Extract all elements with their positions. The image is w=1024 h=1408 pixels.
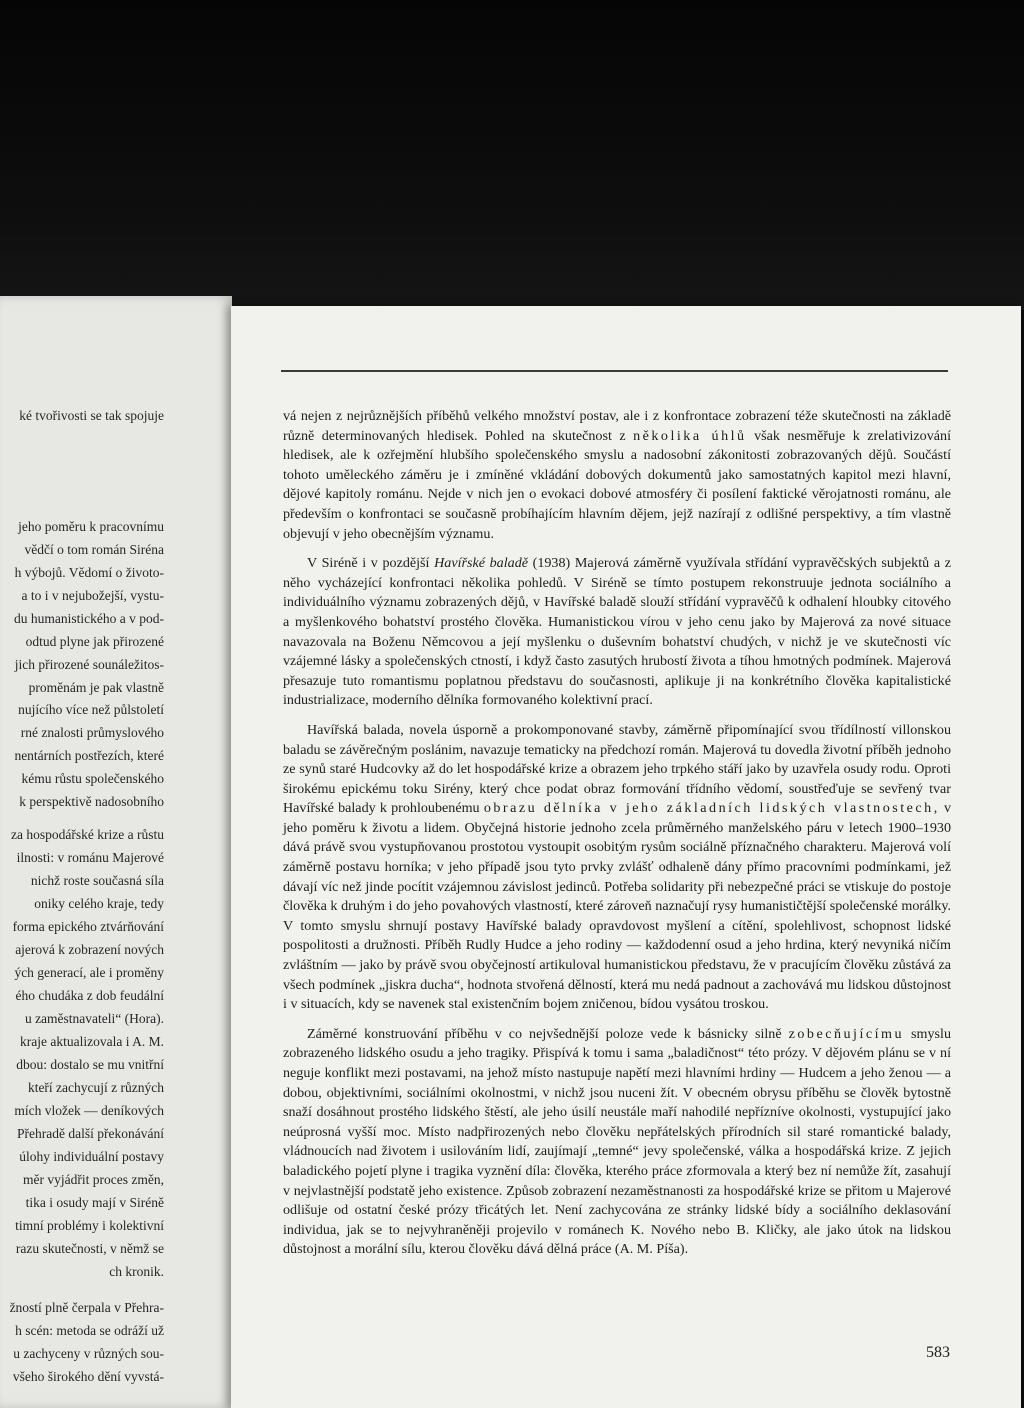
left-text-line: žností plně čerpala v Přehra- (9, 1300, 164, 1315)
left-text-line: timní problémy i kolektivní (15, 1218, 164, 1233)
left-text-line: všeho širokého dění vyvstá- (12, 1369, 164, 1384)
left-text-line: forma epického ztvárňování (12, 919, 164, 934)
left-text-line: dbou: dostalo se mu vnitřní (16, 1057, 164, 1072)
header-rule (281, 370, 948, 372)
left-text-line: ajerová k zobrazení nových (15, 942, 164, 957)
page-number: 583 (926, 1344, 950, 1361)
paragraph-2: V Siréně i v pozdější Havířské baladě (1938) Majerová záměrně využívala střídání vypravěčských subjektů a z něho vycházející konfrontaci několika pohledů. V Siréně se tímto postupem rekonstruuje jednota sociálního a individuálního významu zobrazených dějů, v Havířské baladě slouží střídání vypravěčů k odhalení hloubky citového a myšlenkového bohatství prostého člověka. Humanistickou vírou v jeho cenu jako by Majerová za nové situace navazovala na Boženu Němcovou a její myšlenku o duševním bohatství chudých, v nichž je ve skutečnosti víc vzájemné lásky a společenských ctností, i když často zasutých hrubostí života a tíhou hmotných podmínek. Majerová přesazuje tuto romantismu poplatnou představu do současnosti, aplikuje ji na konkrétního člověka kapitalistické industrializace, moderního dělníka formovaného kolektivní prací. (283, 555, 951, 709)
spaced-emphasis: několika úhlů (633, 427, 747, 444)
left-text-line: vědčí o tom román Siréna (24, 542, 164, 557)
left-text-line: ého chudáka z dob feudální (15, 988, 164, 1003)
left-text-line: jeho poměru k pracovnímu (18, 519, 164, 534)
left-text-line: a to i v nejubožejší, vystu- (21, 588, 164, 603)
left-text-line: u zaměstnavateli“ (Hora). (24, 1011, 164, 1026)
left-text-line: rné znalosti průmyslového (20, 725, 164, 740)
left-text-line: razu skutečnosti, v němž se (15, 1241, 164, 1256)
left-text-line: kraje aktualizovala i A. M. (20, 1034, 164, 1049)
left-text-line: odtud plyne jak přirozené (25, 634, 164, 649)
paragraph-3: Havířská balada, novela úsporně a prokomponované stavby, záměrně připomínající svou třídílností villonskou baladu se závěrečným poslánim, navazuje tematicky na předchozí román. Majerová tu dovedla životní příběh jednoho ze synů staré Hudcovky až do let hospodářské krize a obrazem jeho trpkého stáří jako by uzavřela osudy rodu. Oproti širokému epickému toku Sirény, který chce podat obraz formování třídního vědomí, soustřeďuje se sevřený tvar Havířské balady k prohloubenému obrazu dělníka v jeho základních lidských vlastnostech, v jeho poměru k životu a lidem. Obyčejná historie jednoho zcela průměrného manželského páru v letech 1900–1930 dává právě svou vystupňovanou prostotou vystoupit osobitým rysům sociálně příznačného charakteru. Majerová volí záměrně postavu horníka; v jeho případě jsou tyto prvky zvlášť odhaleně dány přímo pracovními podmínkami, jež dávají víc než jinde pocítit vzájemnou závislost jedinců. Potřeba solidarity při nebezpečné práci se vtiskuje do postoje člověka k druhým i do jeho povahových vlastností, které zároveň naznačují rysy humanističtější společenské morálky. V tomto smyslu shrnují postavy Havířské balady opravdovost myšlení a cítění, spolehlivost, schopnost lidské pospolitosti a družnosti. Příběh Rudly Hudce a jeho rodiny — každodenní osud a jeho hrdina, který nevyniká ničím zvláštním — jako by právě svou obyčejností artikuloval humanistickou představu, že v pracujícím člověku zůstává za všech podmínek „jiskra ducha“, hodnota stvořená dělností, která mu nedá padnout a zachovává mu lidskou důstojnost i v situacích, kdy se navenek stal existenčním bojem zničenou, bídou vysátou troskou. (283, 721, 951, 1013)
left-text-line: nentárních postřezích, které (14, 748, 164, 763)
left-text-line: h scén: metoda se odráží už (15, 1323, 164, 1338)
left-paragraph (0, 698, 232, 813)
left-text-line: kteří zachycují z různých (27, 1080, 164, 1095)
paragraph-4: Záměrné konstruování příběhu v co nejvšednější poloze vede k básnicky silně zobecňujícímu smyslu zobrazeného lidského osudu a jeho tragiky. Přispívá k tomu i sama „baladičnost“ této prózy. V dějovém plánu se v ní neguje konflikt mezi postavami, na jehož místo nastupuje napětí mezi hlavními hrdiny — Hudcem a jeho ženou — a dobou, objektivními, sociálními okolnostmi, v nichž jsou nuceni žít. V obecném obrysu příběhu se člověk bytostně snaží dosáhnout prostého lidského štěstí, ale jeho úsilí neustále maří nahodilé nepřízníve okolnosti, vystupující jako neúprosná vyšší moc. Místo nadpřirozených nebo člověku nepřátelských přírodních sil staré romantické balady, vládnoucích nad životem i usilováním lidí, zaujímají „temné“ jevy společenské, válka a hospodářská krize. Z jejich baladického pojetí plyne i tragika vyznění díla: člověka, kterého práce zformovala a který bez ní nemůže žít, zasahují v nejvlastnější podstatě jeho existence. Způsob zobrazení nezaměstnanosti za hospodářské krize se přitom u Majerové odlišuje od ostatní české prózy třicátých let. Není zachycována ze stránky lidské bídy a sociálního deklasování individua, jak se to nejvyhraněněji projevilo v románech K. Nového nebo B. Kličky, ale jako útok na lidskou důstojnost a morální sílu, kterou člověku dává dělná práce (A. M. Píša). (283, 1025, 951, 1258)
left-text-line: úlohy individuální postavy (19, 1149, 164, 1164)
left-text-line: tika i osudy mají v Siréně (25, 1195, 164, 1210)
left-text-line: h výbojů. Vědomí o životo- (14, 565, 164, 580)
left-text-line: mích vložek — deníkových (14, 1103, 164, 1118)
left-text-line: za hospodářské krize a růstu (11, 827, 164, 842)
left-text-line: du humanistického a v pod- (14, 611, 164, 626)
body-text (283, 407, 951, 1270)
right-page (231, 306, 1021, 1408)
left-text-line: proměnám je pak vlastně (28, 680, 164, 695)
left-text-line: k perspektivě nadosobního (19, 794, 164, 809)
left-text-line: nujícího více než půlstoletí (18, 702, 164, 717)
left-page-fragment (0, 296, 232, 1408)
left-paragraph (0, 404, 232, 427)
left-text-line: ilnosti: v románu Majerové (16, 850, 164, 865)
left-paragraph (0, 515, 232, 699)
left-text-line: jich přirozené sounáležitos- (14, 657, 164, 672)
left-text-line: oniky celého kraje, tedy (34, 896, 164, 911)
paragraph-1: vá nejen z nejrůznějších příběhů velkého množství postav, ale i z konfrontace zobrazení téže skutečnosti na základě různě determinovaných hledisek. Pohled na skutečnost z několika úhlů však nesměřuje k zrelativizování hledisek, ale k ozřejmění hlubšího společenského smyslu a nadosobní zákonitosti zobrazovaných dějů. Součástí tohoto uměleckého záměru je i zmíněné vkládání dobových dokumentů jako samostatných kapitol mezi hlavní, dějové kapitoly románu. Nejde v nich jen o evokaci dobové atmosféry či posílení faktické věrojatnosti románu, ale především o konfrontaci se současně probíhajícím hlavním dějem, jejž nazírají z odlišné perspektivy, a tím vlastně objevují v jeho obecnějším významu. (283, 408, 951, 542)
left-text-line: ch kronik. (109, 1264, 164, 1279)
spaced-emphasis: obrazu dělníka v jeho základních lidských vlastnostech, (483, 800, 940, 817)
left-paragraph (0, 823, 232, 1283)
italic-title: Havířské baladě (434, 555, 528, 572)
left-text-line: nichž roste současná síla (30, 873, 164, 888)
left-text-line: měr vyjádřit proces změn, (23, 1172, 164, 1187)
left-text-line: ých generací, ale i proměny (14, 965, 164, 980)
left-text-line: ké tvořivosti se tak spojuje (19, 408, 164, 423)
left-text-line: u zachyceny v různých sou- (13, 1346, 164, 1361)
scan-background-top (0, 0, 1024, 310)
left-text-line: Přehradě další překonávání (17, 1126, 164, 1141)
spaced-emphasis: zobecňujícímu (788, 1025, 905, 1042)
left-text-line: kému růstu společenského (21, 771, 164, 786)
left-paragraph (0, 1296, 232, 1388)
